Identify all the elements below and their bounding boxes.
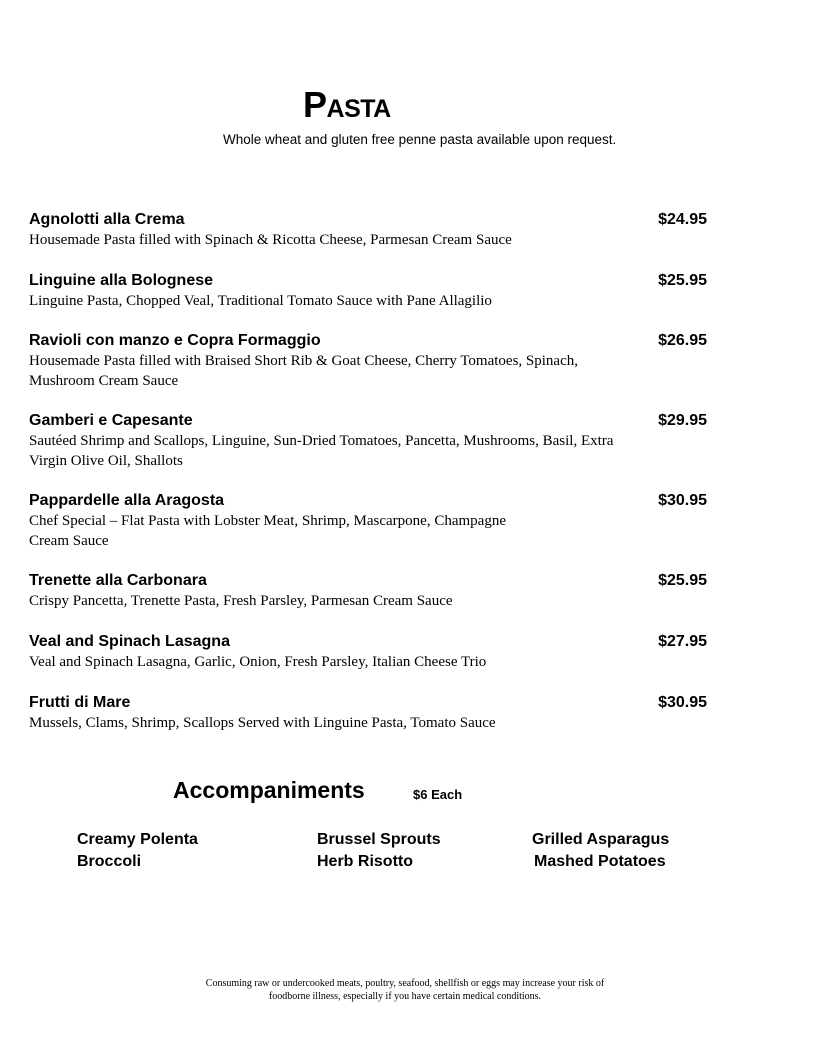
menu-item [29,331,709,391]
disclaimer-line: foodborne illness, especially if you have certain medical conditions. [268,991,542,1002]
menu-item [29,571,709,611]
page-title: Pasta [303,84,391,125]
item-name: Pappardelle alla Aragosta [29,492,225,509]
menu-item [29,411,709,471]
accompaniment-item: Broccoli [77,853,142,870]
accompaniment-item: Brussel Sprouts [317,831,441,848]
item-description: Housemade Pasta filled with Spinach & Ricotta Cheese, Parmesan Cream Sauce [29,232,512,248]
item-description: Crispy Pancetta, Trenette Pasta, Fresh Parsley, Parmesan Cream Sauce [29,593,453,609]
item-description: Chef Special – Flat Pasta with Lobster Meat, Shrimp, Mascarpone, Champagne Cream Sauce [29,513,506,549]
item-name: Linguine alla Bolognese [29,272,214,289]
item-price: $30.95 [658,492,707,509]
menu-item [29,632,709,672]
menu-item [29,693,709,733]
item-name: Trenette alla Carbonara [29,572,207,589]
accompaniment-item: Grilled Asparagus [532,831,670,848]
accompaniment-item: Mashed Potatoes [534,853,666,870]
item-description: Sautéed Shrimp and Scallops, Linguine, Sun-Dried Tomatoes, Pancetta, Mushrooms, Basil, Extra Virgin Olive Oil, Shallots [29,433,614,469]
item-price: $24.95 [658,211,707,228]
health-disclaimer [150,977,660,1003]
item-price: $29.95 [658,412,707,429]
item-name: Agnolotti alla Crema [29,211,185,228]
page-subtitle: Whole wheat and gluten free penne pasta available upon request. [223,132,617,147]
item-description: Veal and Spinach Lasagna, Garlic, Onion, Fresh Parsley, Italian Cheese Trio [29,654,487,670]
item-name: Ravioli con manzo e Copra Formaggio [29,332,321,349]
item-price: $26.95 [658,332,707,349]
item-price: $25.95 [658,572,707,589]
accompaniments-price: $6 Each [413,787,463,802]
item-name: Gamberi e Capesante [29,412,193,429]
menu-item [29,271,709,311]
accompaniment-item: Creamy Polenta [77,831,198,848]
item-description: Housemade Pasta filled with Braised Short Rib & Goat Cheese, Cherry Tomatoes, Spinach, Mushroom Cream Sauce [29,353,578,389]
disclaimer-line: Consuming raw or undercooked meats, poultry, seafood, shellfish or eggs may increase your risk of [205,978,605,989]
item-description: Mussels, Clams, Shrimp, Scallops Served with Linguine Pasta, Tomato Sauce [29,715,496,731]
item-price: $27.95 [658,633,707,650]
accompaniment-item: Herb Risotto [317,853,413,870]
accompaniments-heading: Accompaniments [173,777,365,803]
item-name: Veal and Spinach Lasagna [29,633,230,650]
item-description: Linguine Pasta, Chopped Veal, Traditional Tomato Sauce with Pane Allagilio [29,293,492,309]
menu-item [29,210,709,250]
item-name: Frutti di Mare [29,694,131,711]
menu-item [29,491,709,551]
item-price: $30.95 [658,694,707,711]
item-price: $25.95 [658,272,707,289]
